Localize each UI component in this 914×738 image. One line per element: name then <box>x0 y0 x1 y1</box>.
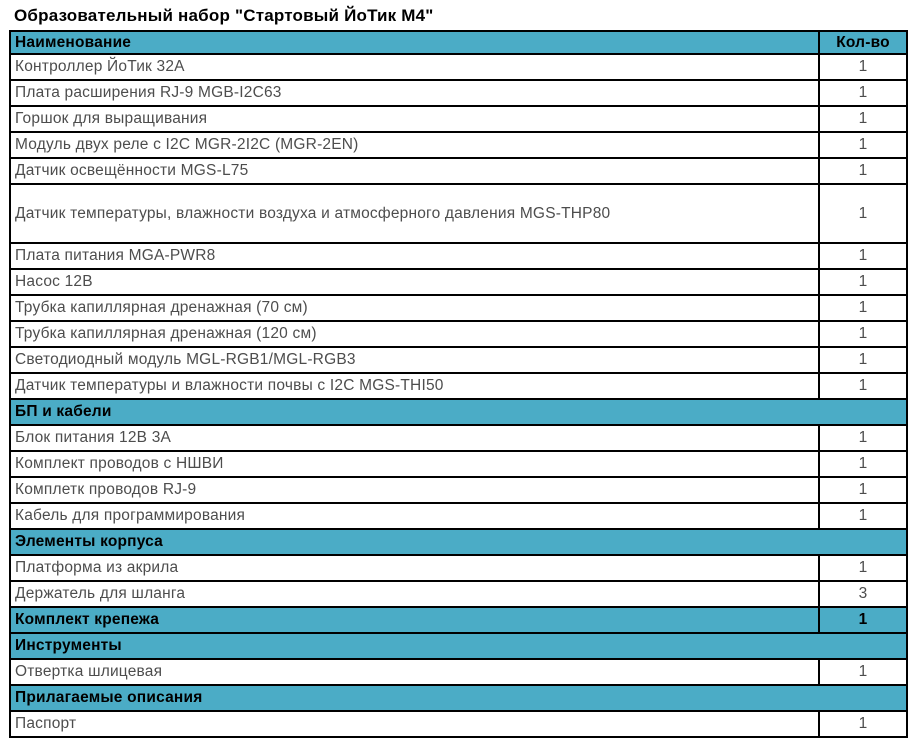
section-header-cell: Инструменты <box>10 633 907 659</box>
item-name-cell: Датчик температуры, влажности воздуха и атмосферного давления MGS-THP80 <box>10 184 819 243</box>
item-qty-cell: 1 <box>819 477 907 503</box>
table-row <box>10 581 907 607</box>
item-name-cell: Насос 12В <box>10 269 819 295</box>
item-name-cell: Светодиодный модуль MGL-RGB1/MGL-RGB3 <box>10 347 819 373</box>
item-qty-cell: 1 <box>819 321 907 347</box>
item-qty-cell: 1 <box>819 451 907 477</box>
table-row <box>10 80 907 106</box>
table-row <box>10 425 907 451</box>
table-row <box>10 54 907 80</box>
table-row <box>10 269 907 295</box>
item-qty-cell: 1 <box>819 269 907 295</box>
item-qty-cell: 1 <box>819 347 907 373</box>
section-row <box>10 529 907 555</box>
table-row <box>10 477 907 503</box>
item-name-cell: Комплетк проводов RJ-9 <box>10 477 819 503</box>
table-header-row <box>10 31 907 54</box>
item-qty-cell: 1 <box>819 503 907 529</box>
section-row <box>10 607 907 633</box>
item-qty-cell: 1 <box>819 243 907 269</box>
table-row <box>10 243 907 269</box>
section-qty-cell: 1 <box>819 607 907 633</box>
table-row <box>10 555 907 581</box>
table-body <box>10 54 907 737</box>
table-row <box>10 184 907 243</box>
document-page <box>0 6 914 738</box>
item-name-cell: Отвертка шлицевая <box>10 659 819 685</box>
table-row <box>10 132 907 158</box>
item-qty-cell: 1 <box>819 132 907 158</box>
table-row <box>10 347 907 373</box>
item-qty-cell: 1 <box>819 555 907 581</box>
table-row <box>10 451 907 477</box>
item-qty-cell: 1 <box>819 54 907 80</box>
section-header-cell: Элементы корпуса <box>10 529 907 555</box>
item-name-cell: Паспорт <box>10 711 819 737</box>
item-name-cell: Плата питания MGA-PWR8 <box>10 243 819 269</box>
item-name-cell: Блок питания 12В 3А <box>10 425 819 451</box>
section-header-cell: БП и кабели <box>10 399 907 425</box>
table-row <box>10 106 907 132</box>
item-qty-cell: 1 <box>819 184 907 243</box>
section-row <box>10 633 907 659</box>
page-title: Образовательный набор "Стартовый ЙоТик М4" <box>14 6 434 25</box>
item-name-cell: Трубка капиллярная дренажная (70 см) <box>10 295 819 321</box>
item-qty-cell: 1 <box>819 106 907 132</box>
item-name-cell: Датчик освещённости MGS-L75 <box>10 158 819 184</box>
item-qty-cell: 1 <box>819 373 907 399</box>
column-header-qty: Кол-во <box>819 31 907 54</box>
table-row <box>10 373 907 399</box>
item-name-cell: Контроллер ЙоТик 32А <box>10 54 819 80</box>
section-row <box>10 399 907 425</box>
item-name-cell: Плата расширения RJ-9 MGB-I2C63 <box>10 80 819 106</box>
item-qty-cell: 1 <box>819 80 907 106</box>
section-row <box>10 685 907 711</box>
table-row <box>10 503 907 529</box>
item-name-cell: Комплект проводов с НШВИ <box>10 451 819 477</box>
item-qty-cell: 1 <box>819 425 907 451</box>
item-qty-cell: 3 <box>819 581 907 607</box>
item-qty-cell: 1 <box>819 711 907 737</box>
section-header-cell: Прилагаемые описания <box>10 685 907 711</box>
item-name-cell: Кабель для программирования <box>10 503 819 529</box>
item-name-cell: Держатель для шланга <box>10 581 819 607</box>
item-name-cell: Платформа из акрила <box>10 555 819 581</box>
section-header-cell: Комплект крепежа <box>10 607 819 633</box>
item-qty-cell: 1 <box>819 659 907 685</box>
item-qty-cell: 1 <box>819 295 907 321</box>
table-row <box>10 321 907 347</box>
table-row <box>10 659 907 685</box>
item-name-cell: Горшок для выращивания <box>10 106 819 132</box>
column-header-name: Наименование <box>10 31 819 54</box>
table-row <box>10 158 907 184</box>
kit-contents-table <box>9 30 908 738</box>
table-row <box>10 295 907 321</box>
item-name-cell: Датчик температуры и влажности почвы с I2C MGS-THI50 <box>10 373 819 399</box>
item-qty-cell: 1 <box>819 158 907 184</box>
item-name-cell: Модуль двух реле с I2C MGR-2I2C (MGR-2EN) <box>10 132 819 158</box>
item-name-cell: Трубка капиллярная дренажная (120 см) <box>10 321 819 347</box>
table-row <box>10 711 907 737</box>
